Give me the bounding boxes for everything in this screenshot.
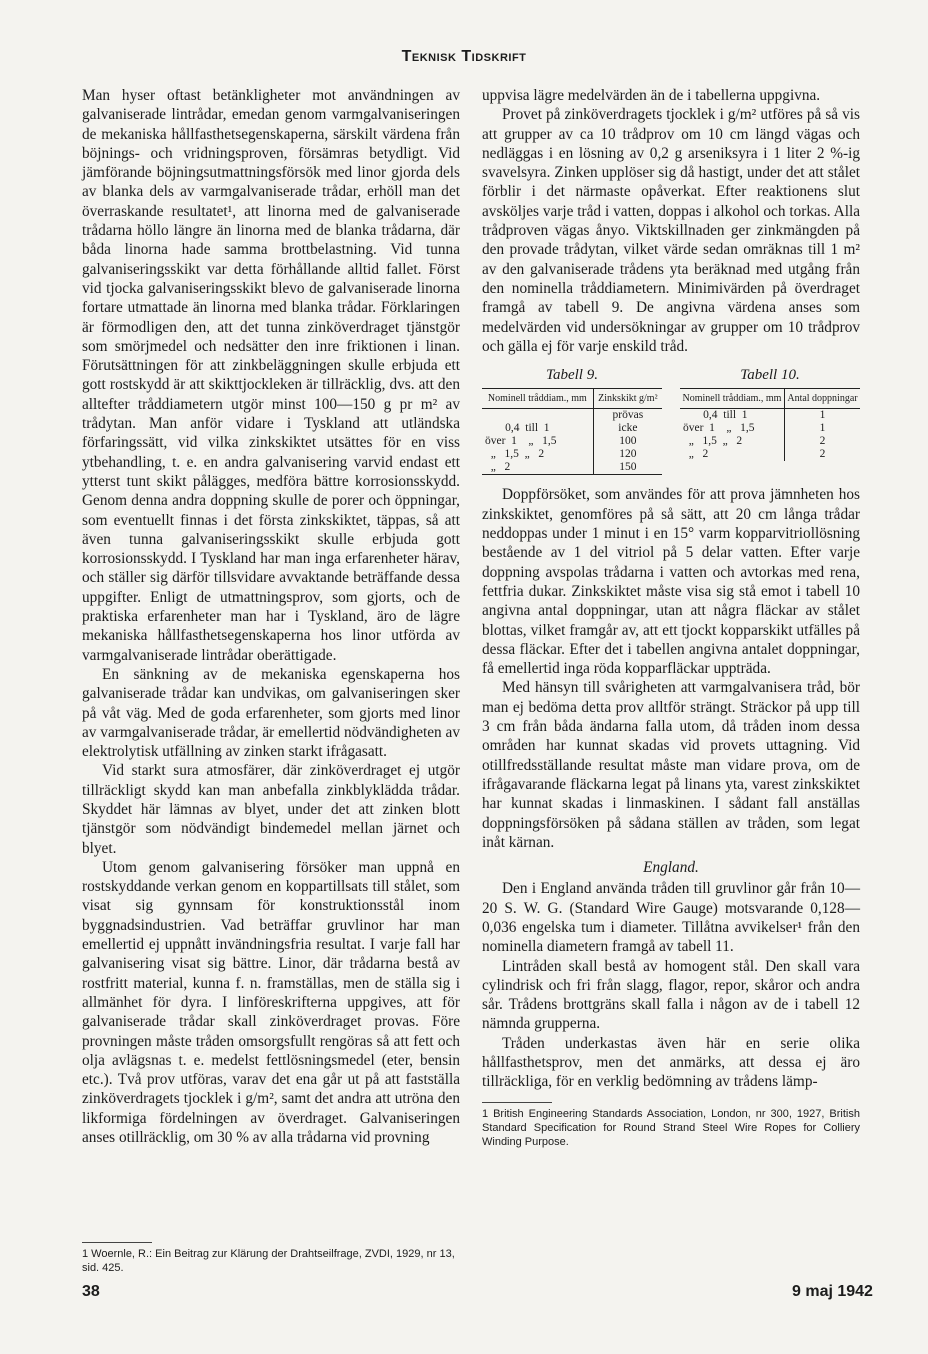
table-9 bbox=[482, 366, 662, 475]
page-number: 38 bbox=[82, 1283, 100, 1300]
left-column bbox=[82, 86, 460, 1147]
table-header: Zinkskikt g/m² bbox=[593, 389, 662, 409]
footnote-rule bbox=[82, 1242, 152, 1243]
table-row: över 1 „ 1,5 1 bbox=[680, 422, 860, 435]
tables-row bbox=[482, 366, 860, 475]
table-header: Nominell tråddiam., mm bbox=[680, 389, 784, 409]
table-9-caption: Tabell 9. bbox=[546, 367, 598, 384]
table-row: prövas bbox=[482, 409, 662, 423]
paragraph: Vid starkt sura atmosfärer, där zinköverdraget ej utgör tillräckligt skydd kan man anbefalla zinkblyklädda trådar. Skyddet här lämnas av blyet, under det att zinken blott tjänstgör som nödvändigt bindemedel mellan järnet och blyet. bbox=[82, 762, 460, 857]
paragraph: Provet på zinköverdragets tjocklek i g/m² utföres på så vis att grupper av ca 10 trådprov om 10 cm längd vägas och nedläggas i en lösning av 0,2 g arseniksyra i 1 liter 2 %-ig svavelsyra. Zinken upplöser sig då hastigt, under det att stålet förblir i det närmaste opåverkat. Efter reaktionens slut avsköljes varje tråd i vatten, doppas i alkohol och torkas. Alla trådproven vägas ånyo. Viktskillnaden ger zinkmängden på den provade trådytan, vilket värde sedan omräknas till 1 m² av den galvaniserade trådens yta beräknad med utgång från den nominella tråddiametern. Minimivärden på överdraget framgå av tabell 9. De angivna värdena anses som medelvärden vid undersökningar av grupper om 10 trådprov och gälla ej för varje enskild tråd. bbox=[482, 106, 860, 355]
paragraph: Tråden underkastas även här en serie olika hållfasthetsprov, men det anmärks, att dessa ej äro tillräckliga, för en verklig bedömning av trådens lämp- bbox=[482, 1034, 860, 1091]
paragraph: Den i England använda tråden till gruvlinor går från 10—20 S. W. G. (Standard Wire Gauge) motsvarande 0,128—0,036 engelska tum i diameter. Tillåtna avvikelser¹ från den nominella diametern framgå av tabell 11. bbox=[482, 880, 860, 956]
table-10 bbox=[680, 366, 860, 475]
paragraph: Lintråden skall bestå av homogent stål. Den skall vara cylindrisk och fri från slagg, flagor, repor, skåror och andra sår. Trådens brottgräns skall falla i någon av de i tabell 12 nämnda grupperna. bbox=[482, 957, 860, 1033]
table-10-grid bbox=[680, 388, 860, 461]
paragraph: Utom genom galvanisering försöker man uppnå en rostskyddande verkan genom en koppartillsats till stålet, som visat sig gynnsam för konstruktionsstål inom byggnadsindustrien. Vad beträffar gruvlinor har man emellertid ej uppnått invändningsfria resultat. I varje fall har galvanisering visat sig bättre. Linor, där trådarna bestå av rostfritt material, kunna f. n. framställas, men de ställa sig i allmänhet för dyra. I linföreskrifterna uppgives, att för galvaniserade trådar skall zinköverdraget provas. Före provningen måste tråden omsorgsfullt rengöras så att fett och olja avlägsnas t. e. medelst fettlösningsmedel (eter, bensin etc.). Två prov utföras, varav det ena går ut på att fastställa zinköverdragets tjocklek i g/m², samt det andra att utröna den likformiga fördelningen av överdraget. Galvaniseringen anses otillräcklig, om 30 % av alla trådarna vid provning bbox=[82, 858, 460, 1147]
table-row: „ 2 2 bbox=[680, 448, 860, 461]
section-heading: England. bbox=[643, 859, 699, 877]
paragraph: En sänkning av de mekaniska egenskaperna hos galvaniserade trådar kan undvikas, om galvaniseringen sker på våt väg. Med de goda erfarenheter, som gjorts med linor av varmgalvaniserade trådar, är emellertid nödvändigheten av elektrolytisk utfällning av zinken starkt ifrågasatt. bbox=[82, 665, 460, 761]
table-row: „ 1,5 „ 2 120 bbox=[482, 448, 662, 461]
table-header: Antal doppningar bbox=[784, 389, 860, 409]
journal-title: Teknisk Tidskrift bbox=[401, 48, 527, 65]
table-row: 0,4 till 1 1 bbox=[680, 409, 860, 423]
paragraph: uppvisa lägre medelvärden än de i tabellerna uppgivna. bbox=[482, 87, 821, 104]
table-row: över 1 „ 1,5 100 bbox=[482, 435, 662, 448]
table-header: Nominell tråddiam., mm bbox=[482, 389, 593, 409]
table-row: 0,4 till 1 icke bbox=[482, 422, 662, 435]
left-footnote-area bbox=[82, 1232, 460, 1275]
table-row: „ 1,5 „ 2 2 bbox=[680, 435, 860, 448]
right-column bbox=[482, 86, 860, 1149]
table-9-grid bbox=[482, 388, 662, 475]
table-10-caption: Tabell 10. bbox=[740, 367, 800, 384]
table-row: „ 2 150 bbox=[482, 461, 662, 475]
footnote-left: 1 Woernle, R.: Ein Beitrag zur Klärung der Drahtseilfrage, ZVDI, 1929, nr 13, sid. 425. bbox=[82, 1248, 455, 1274]
paragraph: Doppförsöket, som användes för att prova jämnheten hos zinkskiktet, genomföres på så sätt, att 20 cm långa trådar neddoppas under 1 minut i en 15° varm kopparvitriollösning bestående av 1 del vitriol på 5 delar vatten. Efter varje doppning avspolas trådarna i vatten och avtorkas med rena, fettfria dukar. Zinkskiktet måste visa sig stå emot i tabell 10 angivna antal doppningar, utan att några fläckar av stålet blottas, vilket framgår av, att ett tjockt kopparskikt utfälles på dessa fläckar. Efter det i tabellen angivna antalet doppningar, få emellertid inga röda kopparfläckar uppträda. bbox=[482, 486, 860, 678]
issue-date: 9 maj 1942 bbox=[792, 1283, 873, 1300]
paragraph: Med hänsyn till svårigheten att varmgalvanisera tråd, bör man ej bedöma detta prov alltför strängt. Sträckor på upp till 3 cm från båda ändarna falla utom, då tråden inom dessa områden har kunnat skadas vid provets uttagning. Vid otillfredsställande resultat måste man vidare prova, om de ifrågavarande fläckarna legat på linans yta, varest zinkskiktet har kunnat skadas i linmaskinen. I sådant fall anställas doppningsförsöken på sådana ställen av tråden, som legat inåt kärnan. bbox=[482, 679, 860, 851]
footnote-right: 1 British Engineering Standards Association, London, nr 300, 1927, British Standard Specification for Round Strand Steel Wire Ropes for Colliery Winding Purpose. bbox=[482, 1107, 860, 1148]
paragraph: Man hyser oftast betänkligheter mot användningen av galvaniserade lintrådar, emedan genom varmgalvaniseringen de mekaniska hållfasthetsegenskaperna, särskilt värdena från böjnings- och vridningsproven, försämras betydligt. Vid jämförande böjningsutmattningsförsök med linor gjorda dels av blanka dels av varmgalvaniserade trådar, erhöll man det överraskande resultatet¹, att linorna med de galvaniserade trådarna höllo längre än linorna med de blanka trådarna, där båda linorna hade samma brottbelastning. Vid tunna galvaniseringsskikt var detta förhållande alltid fallet. Först vid tjocka galvaniseringsskikt blevo de galvaniserade linorna fortare utmattade än linorna med blanka trådar. Förklaringen är förmodligen den, att det tunna zinköverdraget tjänstgör som smörjmedel och nedsätter den inre friktionen i linan. Förutsättningen för att zinkbeläggningen skulle erbjuda ett gott rostskydd är att skikttjockleken är tillräcklig, dvs. att den alltefter tråddiametern utgör minst 100—150 g pr m² av trådytan. Man anför vidare i Tyskland att utländska förfaringssätt, vid vilka zinkskiktet utsättes för en viss ytbehandling, t. e. en andra galvanisering varvid endast ett ytterst tunt skikt pålägges, medföra bättre korrosionsskydd. Genom denna andra doppning skulle de porer och öppningar, som eventuellt finnas i det första zinkskiktet, täppas, så att även tunna galvaniseringsskikt skulle erbjuda gott korrosionsskydd. I Tyskland har man inga erfarenheter härav, och ställer sig därför tillsvidare avvaktande beträffande dessa uppgifter. Enligt de utmattningsprov, som gjorts, och de praktiska erfarenheter man har i Tyskland, äro de lägre mekaniska hållfasthetsegenskaperna hos linor utförda av varmgalvaniserade lintrådar oberättigade. bbox=[82, 87, 460, 664]
footnote-rule bbox=[482, 1102, 552, 1103]
